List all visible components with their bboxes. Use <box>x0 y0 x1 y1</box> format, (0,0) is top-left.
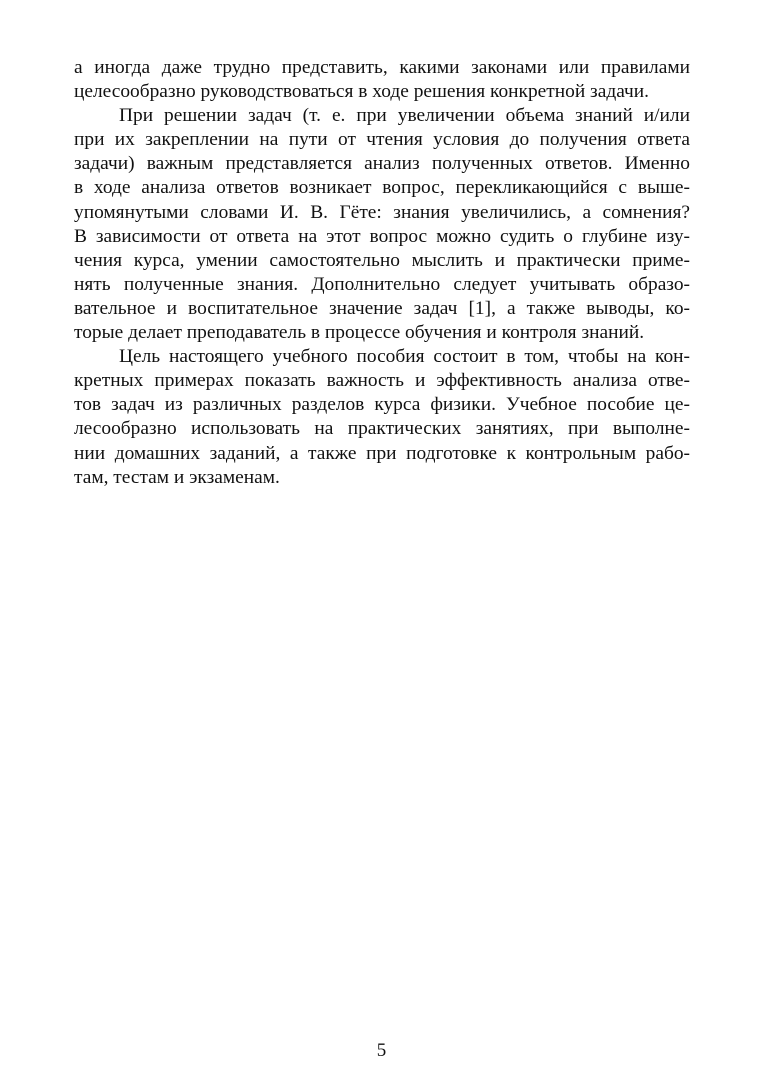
text-line: упомянутыми словами И. В. Гёте: знания увеличились, а сомнения? <box>74 201 690 223</box>
paragraph-3 <box>74 345 690 490</box>
text-line: чения курса, умении самостоятельно мыслить и практически приме- <box>74 249 690 271</box>
text-line: торые делает преподаватель в процессе обучения и контроля знаний. <box>74 322 645 344</box>
text-line: кретных примерах показать важность и эффективность анализа отве- <box>74 370 690 392</box>
page-number: 5 <box>376 1040 387 1061</box>
text-line: При решении задач (т. е. при увеличении объема знаний и/или <box>119 105 690 127</box>
page-body <box>74 56 690 490</box>
text-line: тов задач из различных разделов курса физики. Учебное пособие це- <box>74 394 690 416</box>
text-line: при их закреплении на пути от чтения условия до получения ответа <box>74 129 690 151</box>
text-line: нять полученные знания. Дополнительно следует учитывать образо- <box>74 273 690 295</box>
text-line: вательное и воспитательное значение задач [1], а также выводы, ко- <box>74 297 690 319</box>
text-line: а иногда даже трудно представить, какими законами или правилами <box>74 57 690 78</box>
paragraph-1 <box>74 56 690 104</box>
text-line: нии домашних заданий, а также при подготовке к контрольным рабо- <box>74 442 690 464</box>
text-line: там, тестам и экзаменам. <box>74 466 280 488</box>
text-line: задачи) важным представляется анализ полученных ответов. Именно <box>74 153 690 175</box>
text-line: целесообразно руководствоваться в ходе решения конкретной задачи. <box>74 81 649 103</box>
text-line: лесообразно использовать на практических занятиях, при выполне- <box>74 418 690 440</box>
paragraph-2 <box>74 104 690 345</box>
text-line: в ходе анализа ответов возникает вопрос, перекликающийся с выше- <box>74 177 690 199</box>
text-line: Цель настоящего учебного пособия состоит в том, чтобы на кон- <box>119 346 690 368</box>
text-line: В зависимости от ответа на этот вопрос можно судить о глубине изу- <box>74 225 690 247</box>
